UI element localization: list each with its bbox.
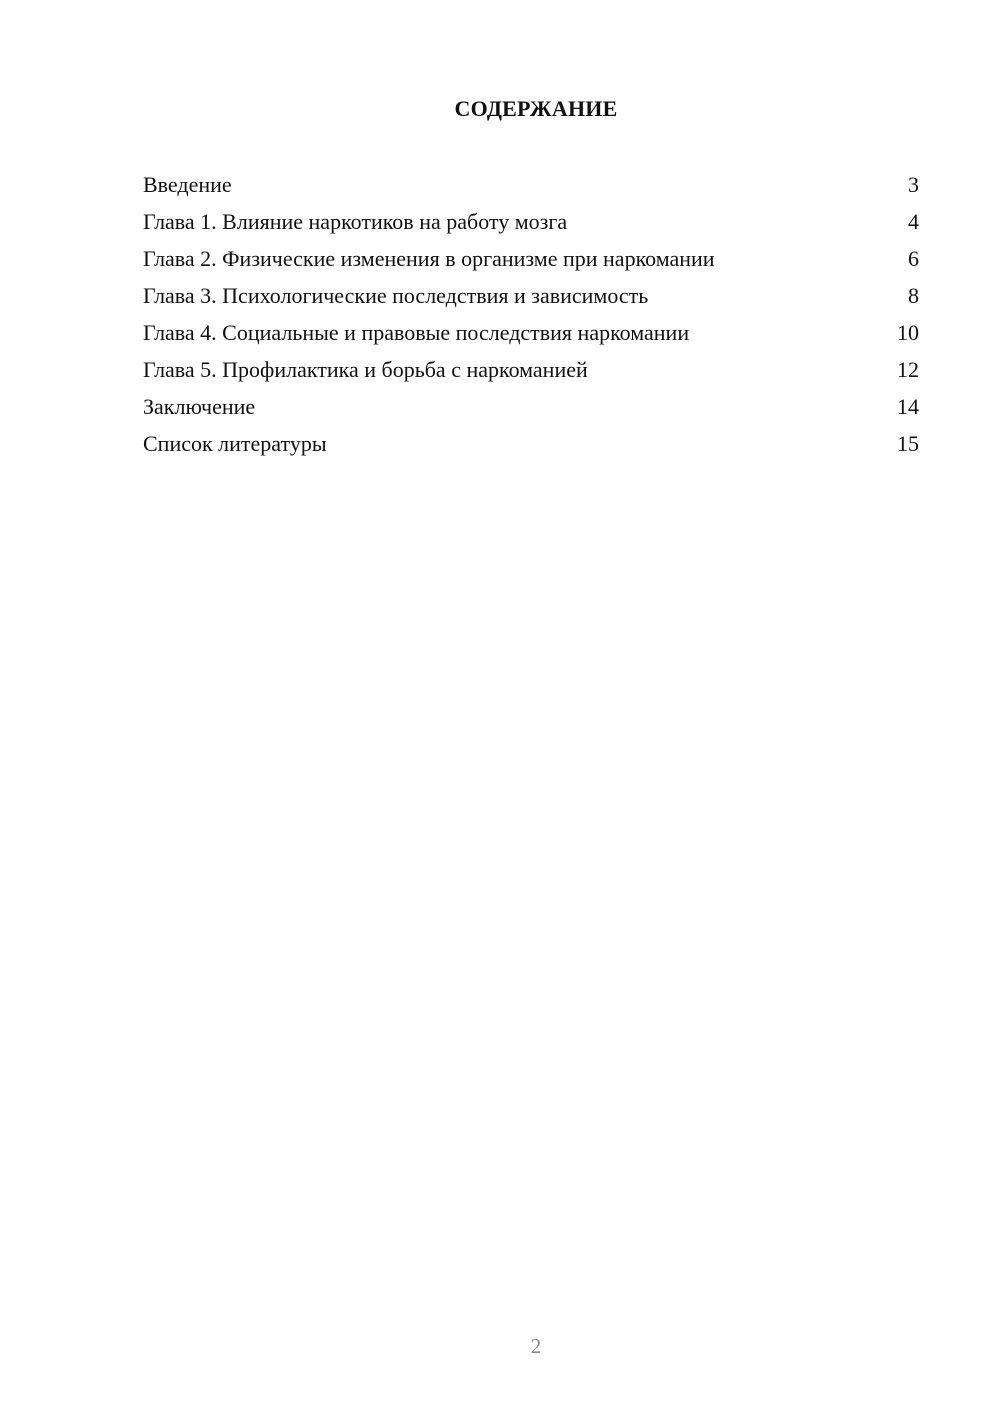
- toc-item-label: Список литературы: [143, 431, 327, 456]
- toc-item-label: Глава 5. Профилактика и борьба с наркоманией: [143, 357, 588, 382]
- toc-item: [143, 390, 919, 427]
- page-number: 2: [530, 1334, 542, 1358]
- toc-item-label: Заключение: [143, 394, 256, 419]
- toc-item: [143, 427, 919, 464]
- toc-item-page: 12: [897, 357, 919, 382]
- toc-item-label: Глава 4. Социальные и правовые последствия наркомании: [143, 320, 690, 345]
- toc-item-page: 15: [897, 431, 919, 456]
- toc-title: СОДЕРЖАНИЕ: [454, 96, 618, 121]
- toc-item-label: Глава 3. Психологические последствия и зависимость: [143, 283, 649, 308]
- toc-item-page: 8: [908, 283, 919, 308]
- toc-item-page: 3: [908, 172, 919, 197]
- toc-item-label: Глава 2. Физические изменения в организме при наркомании: [143, 246, 715, 271]
- table-of-contents: [143, 168, 919, 464]
- toc-item: [143, 168, 919, 205]
- toc-item: [143, 316, 919, 353]
- toc-item-page: 4: [908, 209, 919, 234]
- toc-item-page: 14: [897, 394, 919, 419]
- toc-item-page: 6: [908, 246, 919, 271]
- toc-item: [143, 205, 919, 242]
- toc-item: [143, 242, 919, 279]
- toc-item-label: Введение: [143, 172, 232, 197]
- toc-item: [143, 353, 919, 390]
- toc-item: [143, 279, 919, 316]
- toc-item-label: Глава 1. Влияние наркотиков на работу мозга: [143, 209, 568, 234]
- toc-item-page: 10: [897, 320, 919, 345]
